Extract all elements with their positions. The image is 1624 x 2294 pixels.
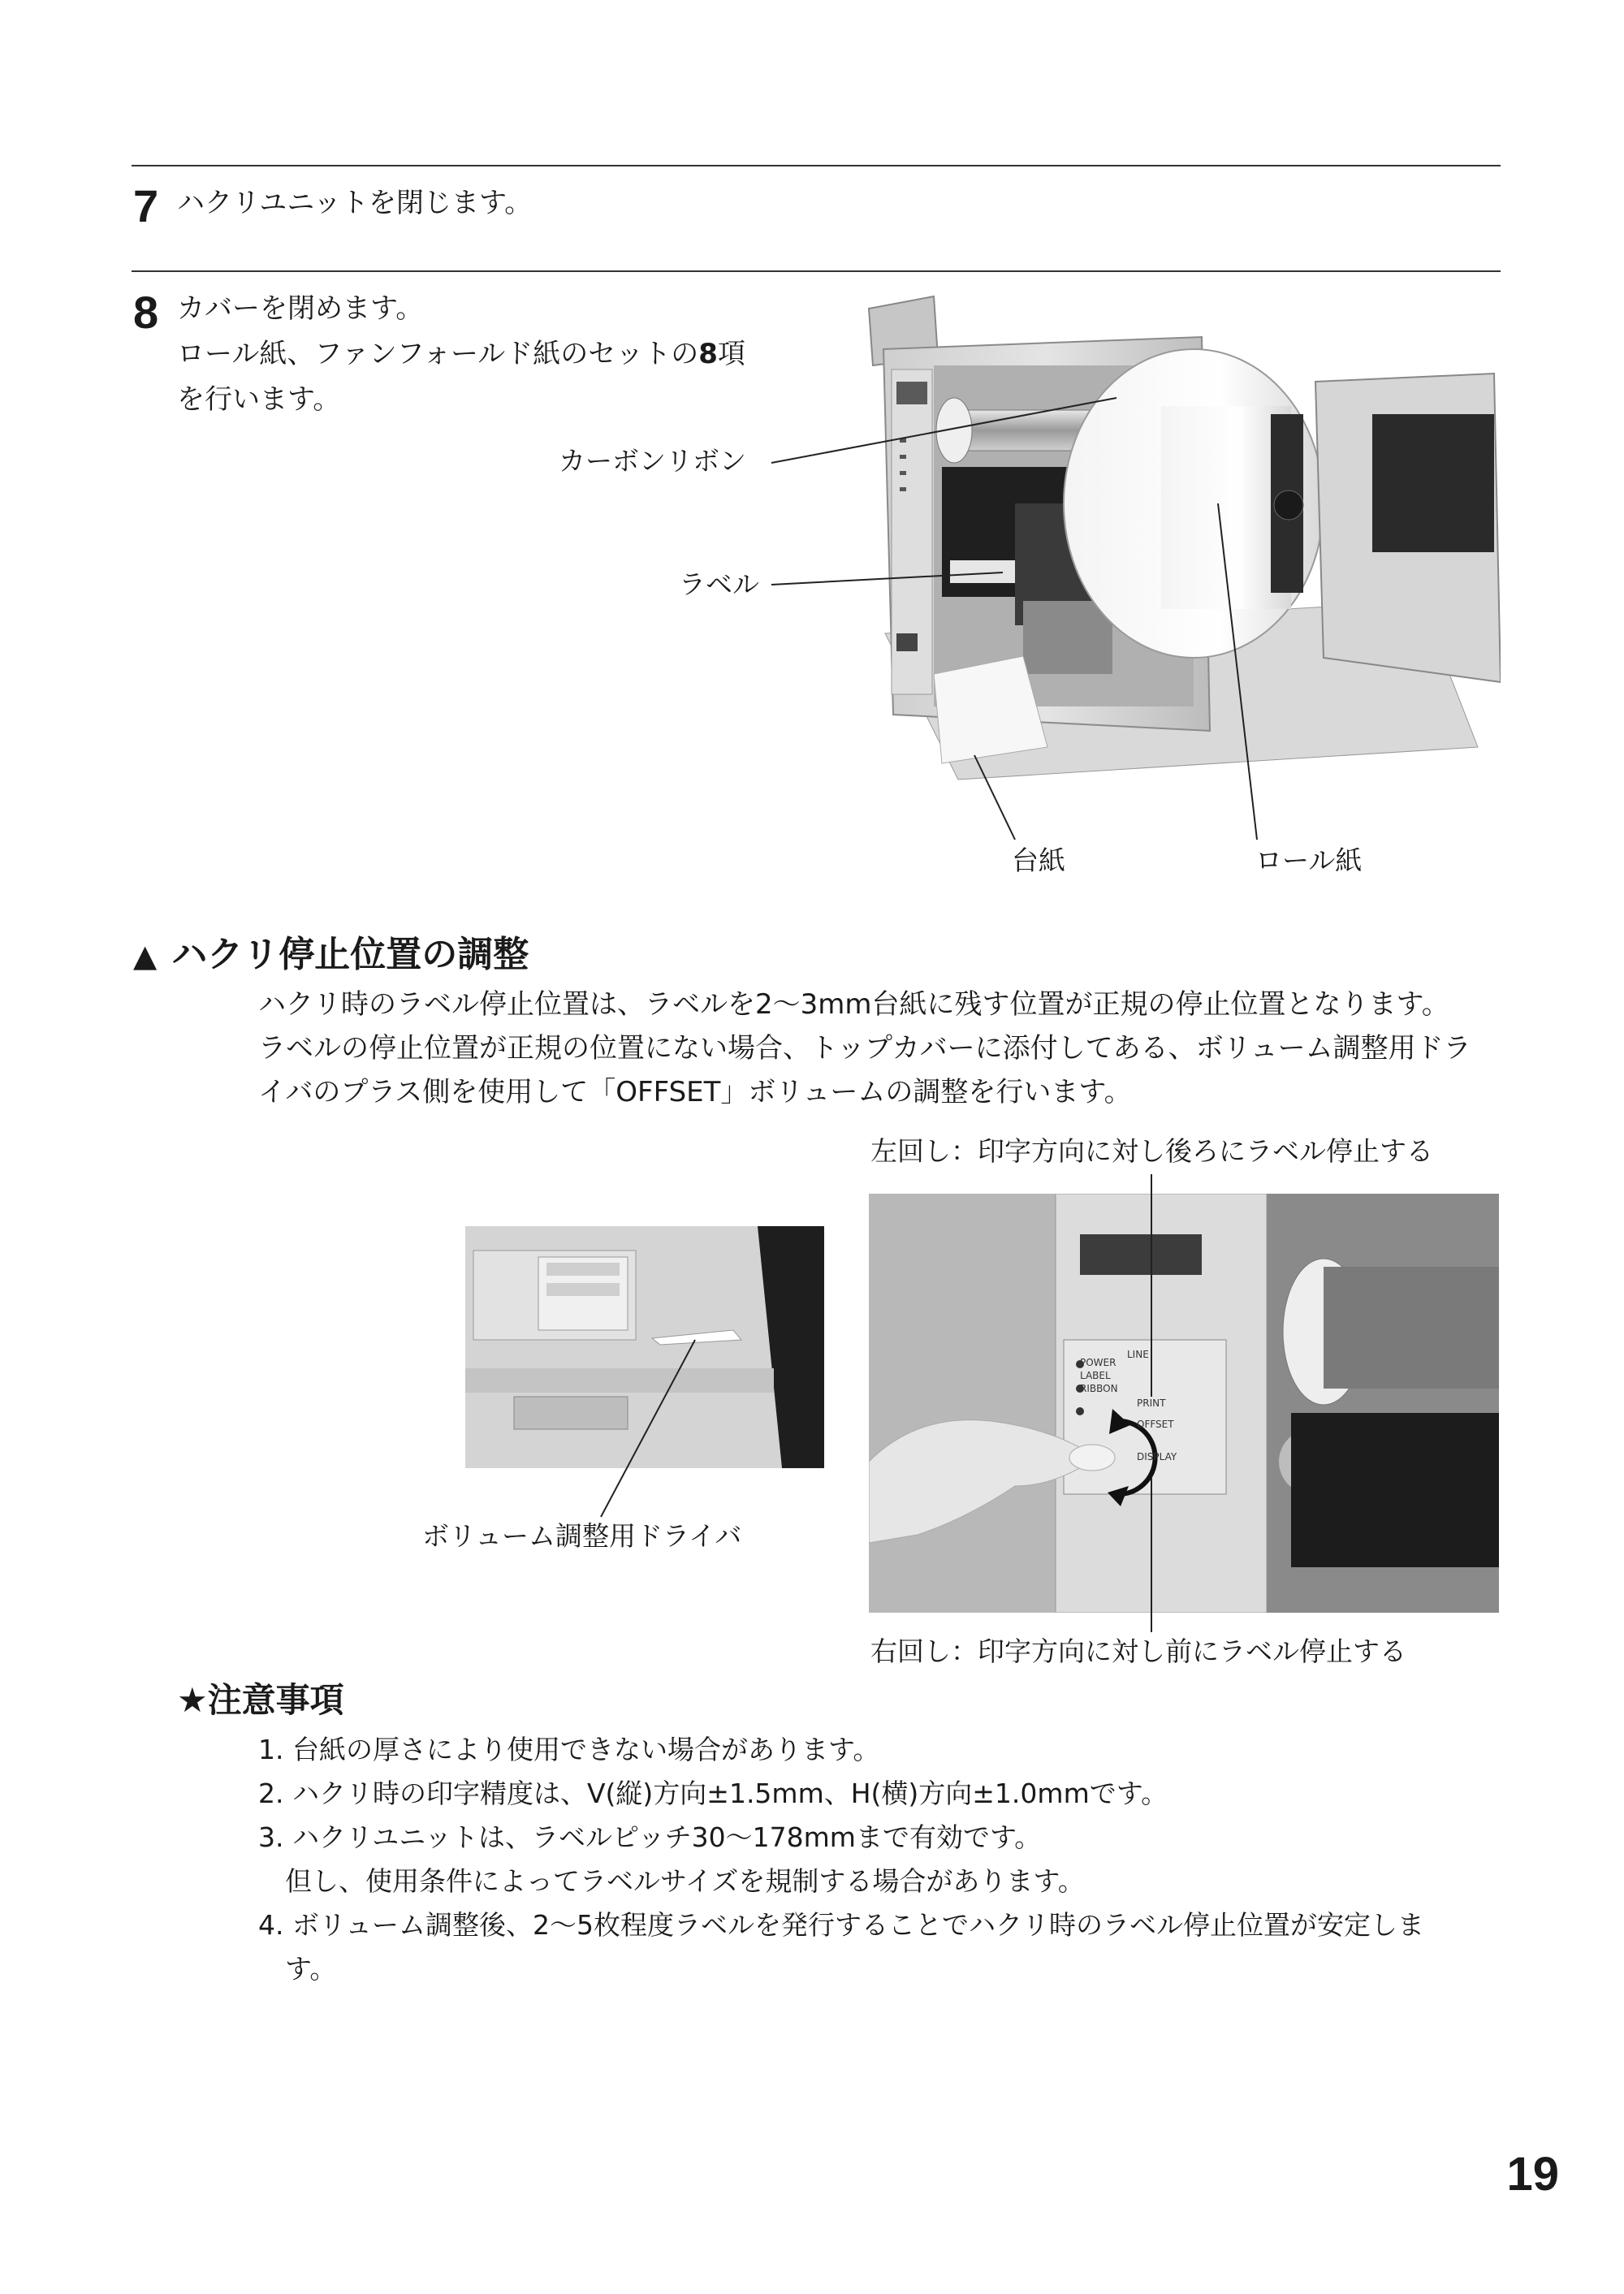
panel-label-label: LABEL bbox=[1080, 1370, 1111, 1381]
callout-backing-paper: 台紙 bbox=[1012, 845, 1065, 876]
callout-roll-paper: ロール紙 bbox=[1255, 845, 1363, 876]
section-para-line3: イバのプラス側を使用して「OFFSET」ボリュームの調整を行います。 bbox=[258, 1076, 1132, 1108]
note-item-1: 1. 台紙の厚さにより使用できない場合があります。 bbox=[258, 1734, 880, 1765]
note-item-2: 2. ハクリ時の印字精度は、V(縦)方向±1.5mm、H(横)方向±1.0mmです。 bbox=[258, 1778, 1168, 1809]
callout-label: ラベル bbox=[679, 568, 759, 600]
triangle-marker-icon: ▲ bbox=[133, 938, 158, 974]
panel-label-print: PRINT bbox=[1137, 1398, 1166, 1409]
panel-label-power: POWER bbox=[1080, 1357, 1116, 1368]
panel-label-offset: OFFSET bbox=[1137, 1419, 1174, 1430]
note-item-3: 3. ハクリユニットは、ラベルピッチ30～178mmまで有効です。 bbox=[258, 1821, 1042, 1853]
step7-number: 7 bbox=[133, 180, 159, 231]
section-title: ▲ ハクリ停止位置の調整 bbox=[133, 934, 529, 975]
panel-label-group bbox=[1080, 1356, 1118, 1395]
callout-carbon-ribbon: カーボンリボン bbox=[559, 445, 746, 477]
note-item-4: 4. ボリューム調整後、2～5枚程度ラベルを発行することでハクリ時のラベル停止位置が安定しま bbox=[258, 1909, 1424, 1941]
step8-line1: カバーを閉めます。 bbox=[177, 292, 424, 325]
driver-caption: ボリューム調整用ドライバ bbox=[422, 1520, 742, 1552]
page-number: 19 bbox=[1506, 2148, 1559, 2201]
step8-line2: ロール紙、ファンフォールド紙のセットの8項 bbox=[177, 338, 745, 370]
notes-title: ★注意事項 bbox=[177, 1680, 344, 1720]
step8-line3: を行います。 bbox=[177, 383, 341, 416]
note-item-3-cont: 但し、使用条件によってラベルサイズを規制する場合があります。 bbox=[258, 1865, 1085, 1897]
caption-counterclockwise: 左回し：印字方向に対し後ろにラベル停止する bbox=[870, 1135, 1433, 1167]
step7-text: ハクリユニットを閉じます。 bbox=[177, 187, 533, 219]
panel-label-line: LINE bbox=[1127, 1349, 1149, 1360]
panel-label-display: DISPLAY bbox=[1137, 1451, 1177, 1462]
section-para-line1: ハクリ時のラベル停止位置は、ラベルを2～3mm台紙に残す位置が正規の停止位置となります。 bbox=[258, 988, 1449, 1021]
panel-label-ribbon: RIBBON bbox=[1080, 1383, 1118, 1394]
note-item-4-cont: す。 bbox=[258, 1953, 337, 1985]
section-para-line2: ラベルの停止位置が正規の位置にない場合、トップカバーに添付してある、ボリューム調整用ドラ bbox=[258, 1032, 1471, 1065]
caption-clockwise: 右回し：印字方向に対し前にラベル停止する bbox=[870, 1635, 1406, 1667]
step8-number: 8 bbox=[133, 287, 159, 338]
